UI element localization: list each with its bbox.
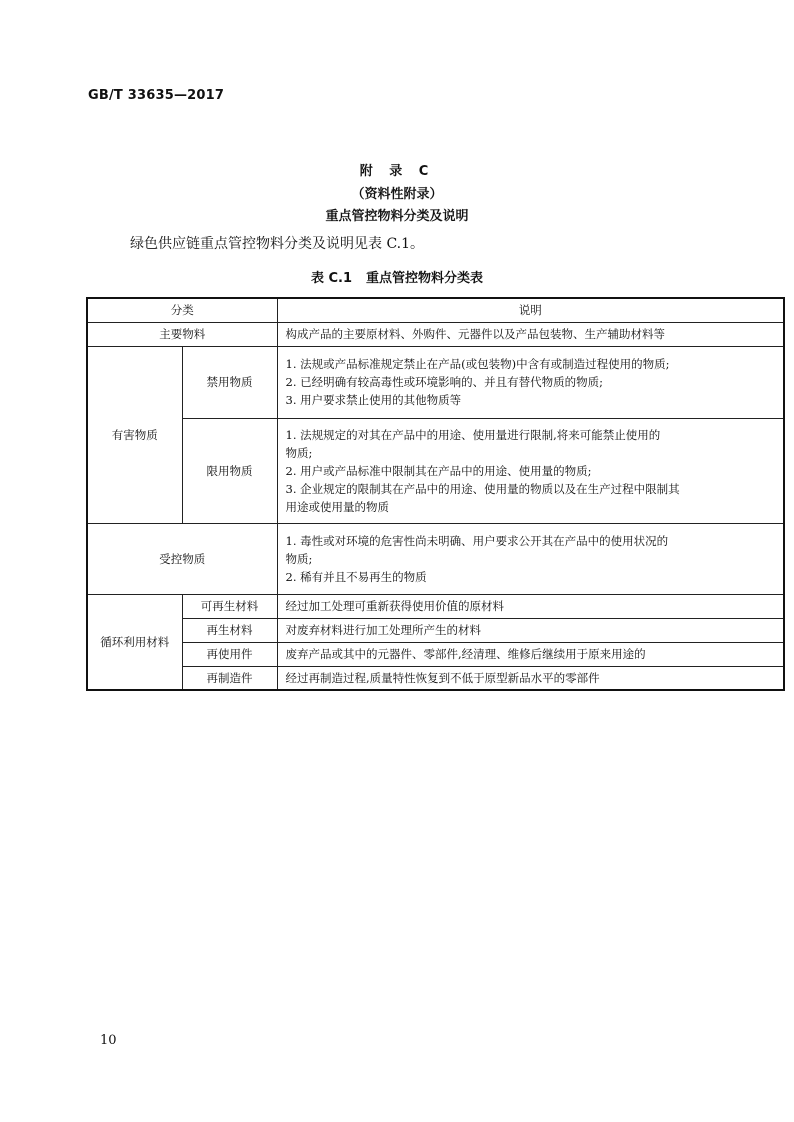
banned-line: 2. 已经明确有较高毒性或环境影响的、并且有替代物质的物质; <box>285 375 603 389</box>
recycling-item-label: 再使用件 <box>182 642 277 666</box>
banned-description <box>277 346 784 418</box>
restricted-line: 用途或使用量的物质 <box>285 499 389 514</box>
controlled-line: 1. 毒性或对环境的危害性尚未明确、用户要求公开其在产品中的使用状况的 <box>285 533 669 548</box>
table-caption-title: 重点管控物料分类表 <box>366 271 484 286</box>
header-category: 分类 <box>87 298 277 322</box>
banned-label: 禁用物质 <box>182 346 277 418</box>
restricted-line: 物质; <box>285 445 313 460</box>
table-row <box>87 594 784 618</box>
table-row <box>87 322 784 346</box>
recycling-label: 循环利用材料 <box>87 594 182 690</box>
hazardous-label: 有害物质 <box>87 346 182 523</box>
restricted-label: 限用物质 <box>182 418 277 523</box>
table-header-row <box>87 298 784 322</box>
table-row <box>87 346 784 418</box>
page-number: 10 <box>100 1033 117 1048</box>
controlled-description <box>277 523 784 594</box>
restricted-line: 1. 法规规定的对其在产品中的用途、使用量进行限制,将来可能禁止使用的 <box>285 427 661 442</box>
controlled-line: 2. 稀有并且不易再生的物质 <box>285 569 427 584</box>
table-row <box>87 418 784 523</box>
banned-line: 3. 用户要求禁止使用的其他物质等 <box>285 393 462 407</box>
recycling-item-label: 再生材料 <box>182 618 277 642</box>
recycling-item-description: 经过再制造过程,质量特性恢复到不低于原型新品水平的零部件 <box>277 666 784 690</box>
table-caption <box>0 267 794 286</box>
banned-line: 1. 法规或产品标准规定禁止在产品(或包装物)中含有或制造过程使用的物质; <box>285 357 670 371</box>
materials-table <box>86 297 785 691</box>
main-material-label: 主要物料 <box>87 322 277 346</box>
recycling-item-description: 对废弃材料进行加工处理所产生的材料 <box>277 618 784 642</box>
appendix-heading: 重点管控物料分类及说明 <box>325 209 469 224</box>
recycling-item-description: 经过加工处理可重新获得使用价值的原材料 <box>277 594 784 618</box>
restricted-line: 3. 企业规定的限制其在产品中的用途、使用量的物质以及在生产过程中限制其 <box>285 481 680 496</box>
table-row <box>87 642 784 666</box>
table-row <box>87 666 784 690</box>
table-row <box>87 618 784 642</box>
table-row <box>87 523 784 594</box>
appendix-title: 附 录 C <box>359 164 435 179</box>
recycling-item-label: 再制造件 <box>182 666 277 690</box>
restricted-line: 2. 用户或产品标准中限制其在产品中的用途、使用量的物质; <box>285 463 592 478</box>
main-material-description: 构成产品的主要原材料、外购件、元器件以及产品包装物、生产辅助材料等 <box>277 322 784 346</box>
recycling-item-label: 可再生材料 <box>182 594 277 618</box>
controlled-line: 物质; <box>285 551 313 566</box>
intro-paragraph: 绿色供应链重点管控物料分类及说明见表 C.1。 <box>130 236 425 252</box>
header-description: 说明 <box>277 298 784 322</box>
standard-number: GB/T 33635—2017 <box>88 88 225 103</box>
controlled-label: 受控物质 <box>87 523 277 594</box>
appendix-subtitle: （资料性附录） <box>351 187 443 202</box>
table-caption-number: 表 C.1 <box>310 271 353 286</box>
restricted-description <box>277 418 784 523</box>
recycling-item-description: 废弃产品或其中的元器件、零部件,经清理、维修后继续用于原来用途的 <box>277 642 784 666</box>
